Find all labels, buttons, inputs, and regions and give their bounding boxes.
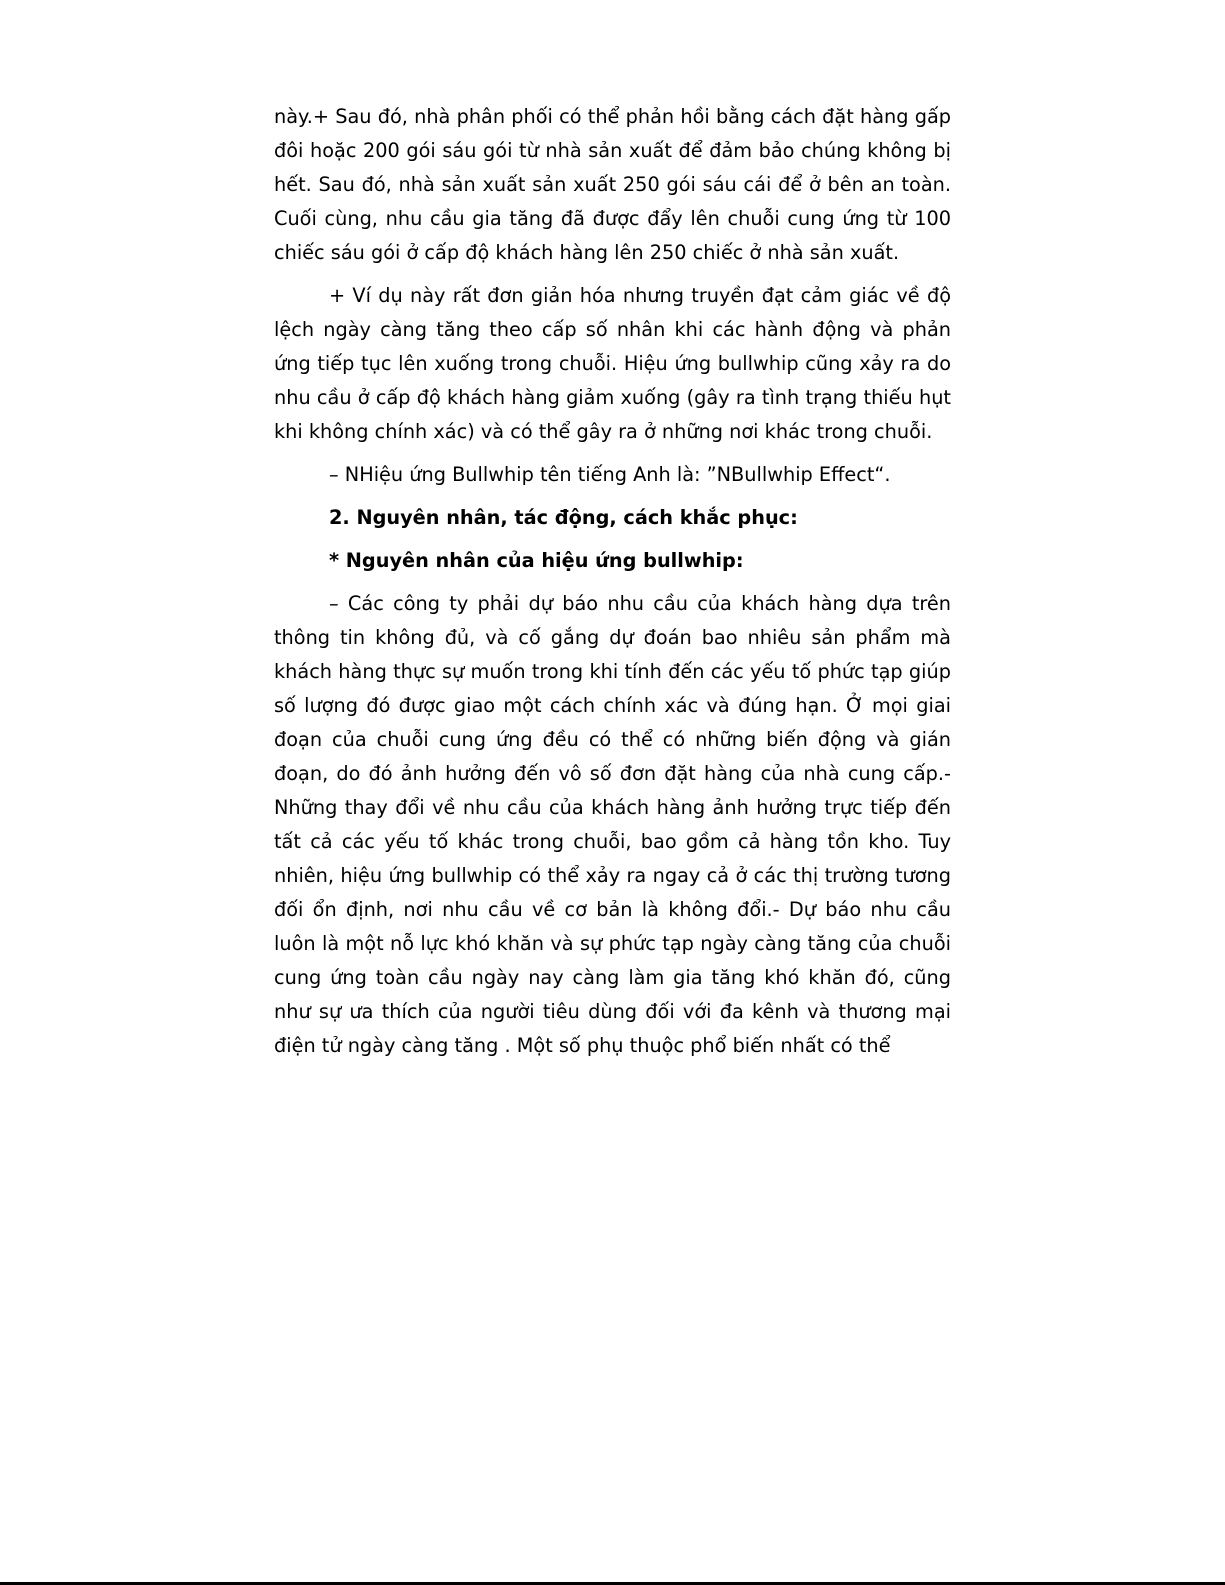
paragraph-causes: – Các công ty phải dự báo nhu cầu của khách hàng dựa trên thông tin không đủ, và cố gắng dự đoán bao nhiêu sản phẩm mà khách hàng thực sự muốn trong khi tính đến các yếu tố phức tạp giúp số lượng đó được giao một cách chính xác và đúng hạn. Ở mọi giai đoạn của chuỗi cung ứng đều có thể có những biến động và gián đoạn, do đó ảnh hưởng đến vô số đơn đặt hàng của nhà cung cấp.- Những thay đổi về nhu cầu của khách hàng ảnh hưởng trực tiếp đến tất cả các yếu tố khác trong chuỗi, bao gồm cả hàng tồn kho. Tuy nhiên, hiệu ứng bullwhip có thể xảy ra ngay cả ở các thị trường tương đối ổn định, nơi nhu cầu về cơ bản là không đổi.- Dự báo nhu cầu luôn là một nỗ lực khó khăn và sự phức tạp ngày càng tăng của chuỗi cung ứng toàn cầu ngày nay càng làm gia tăng khó khăn đó, cũng như sự ưa thích của người tiêu dùng đối với đa kênh và thương mại điện tử ngày càng tăng . Một số phụ thuộc phổ biến nhất có thể (274, 592, 951, 1057)
section-heading: 2. Nguyên nhân, tác động, cách khắc phục: (329, 506, 798, 529)
document-page (274, 100, 951, 1072)
paragraph-example-continuation: này.+ Sau đó, nhà phân phối có thể phản hồi bằng cách đặt hàng gấp đôi hoặc 200 gói sáu gói từ nhà sản xuất để đảm bảo chúng không bị hết. Sau đó, nhà sản xuất sản xuất 250 gói sáu cái để ở bên an toàn. Cuối cùng, nhu cầu gia tăng đã được đẩy lên chuỗi cung ứng từ 100 chiếc sáu gói ở cấp độ khách hàng lên 250 chiếc ở nhà sản xuất. (274, 105, 951, 264)
paragraph-example-explanation: + Ví dụ này rất đơn giản hóa nhưng truyền đạt cảm giác về độ lệch ngày càng tăng theo cấp số nhân khi các hành động và phản ứng tiếp tục lên xuống trong chuỗi. Hiệu ứng bullwhip cũng xảy ra do nhu cầu ở cấp độ khách hàng giảm xuống (gây ra tình trạng thiếu hụt khi không chính xác) và có thể gây ra ở những nơi khác trong chuỗi. (274, 284, 951, 443)
paragraph-english-name: – NHiệu ứng Bullwhip tên tiếng Anh là: ”NBullwhip Effect“. (329, 463, 891, 486)
subsection-heading: * Nguyên nhân của hiệu ứng bullwhip: (329, 549, 744, 572)
